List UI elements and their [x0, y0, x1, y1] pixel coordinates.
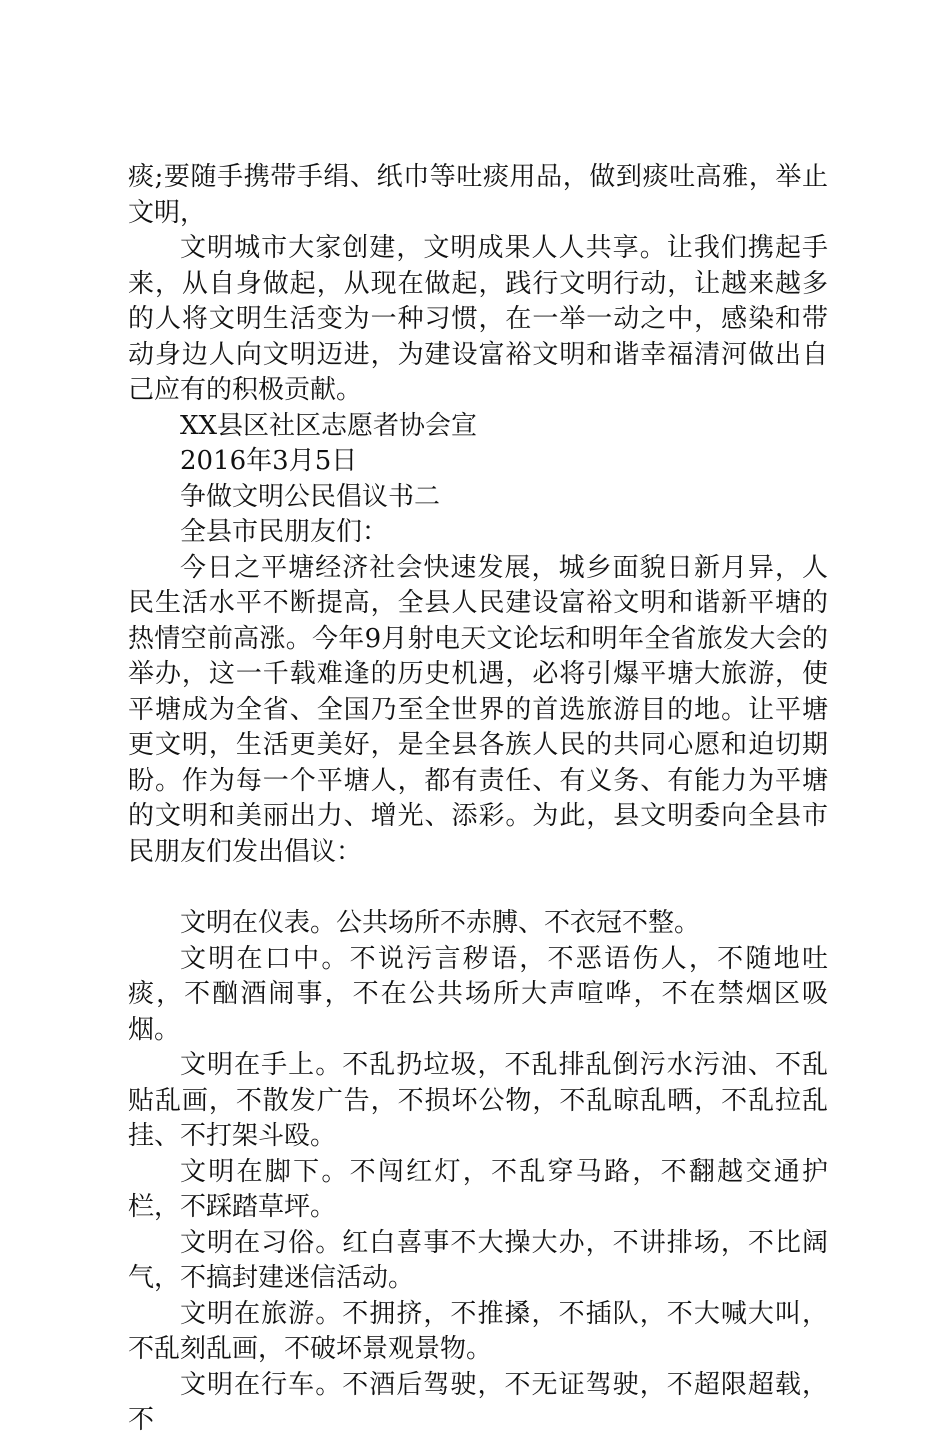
- paragraph-closing: 文明城市大家创建，文明成果人人共享。让我们携起手来，从自身做起，从现在做起，践行文明行动，让越来越多的人将文明生活变为一种习惯，在一举一动之中，感染和带动身边人向文明迈进，为建设富裕文明和谐幸福清河做出自己应有的积极贡献。: [128, 233, 828, 405]
- signature-organization: XX县区社区志愿者协会宣: [180, 410, 478, 441]
- paragraph-intro: 今日之平塘经济社会快速发展，城乡面貌日新月异，人民生活水平不断提高，全县人民建设富裕文明和谐新平塘的热情空前高涨。今年9月射电天文论坛和明年全省旅发大会的举办，这一千载难逢的历史机遇，必将引爆平塘大旅游，使平塘成为全省、全国乃至全世界的首选旅游目的地。让平塘更文明，生活更美好，是全县各族人民的共同心愿和迫切期盼。作为每一个平塘人，都有责任、有义务、有能力为平塘的文明和美丽出力、增光、添彩。为此，县文明委向全县市民朋友们发出倡议：: [128, 552, 828, 867]
- list-item: 文明在手上。不乱扔垃圾，不乱排乱倒污水污油、不乱贴乱画，不散发广告，不损坏公物，不乱晾乱晒，不乱拉乱挂、不打架斗殴。: [128, 1050, 828, 1151]
- list-item: 文明在旅游。不拥挤，不推搡，不插队，不大喊大叫，不乱刻乱画，不破坏景观景物。: [128, 1298, 828, 1364]
- list-item: 文明在脚下。不闯红灯，不乱穿马路，不翻越交通护栏，不踩踏草坪。: [128, 1156, 828, 1222]
- signature-date: 2016年3月5日: [180, 446, 358, 476]
- salutation: 全县市民朋友们：: [180, 517, 389, 547]
- section-title: 争做文明公民倡议书二: [180, 481, 441, 512]
- list-item: 文明在行车。不酒后驾驶，不无证驾驶，不超限超载，不: [128, 1369, 828, 1435]
- list-item: 文明在习俗。红白喜事不大操大办，不讲排场，不比阔气，不搞封建迷信活动。: [128, 1227, 828, 1293]
- paragraph-continuation: 痰;要随手携带手绢、纸巾等吐痰用品，做到痰吐高雅，举止文明，: [128, 162, 828, 228]
- document-page: [128, 160, 828, 1439]
- paragraph-gap: [128, 870, 828, 906]
- list-item: 文明在口中。不说污言秽语，不恶语伤人，不随地吐痰，不酗酒闹事，不在公共场所大声喧哗，不在禁烟区吸烟。: [128, 943, 828, 1045]
- list-item: 文明在仪表。公共场所不赤膊、不衣冠不整。: [180, 908, 701, 938]
